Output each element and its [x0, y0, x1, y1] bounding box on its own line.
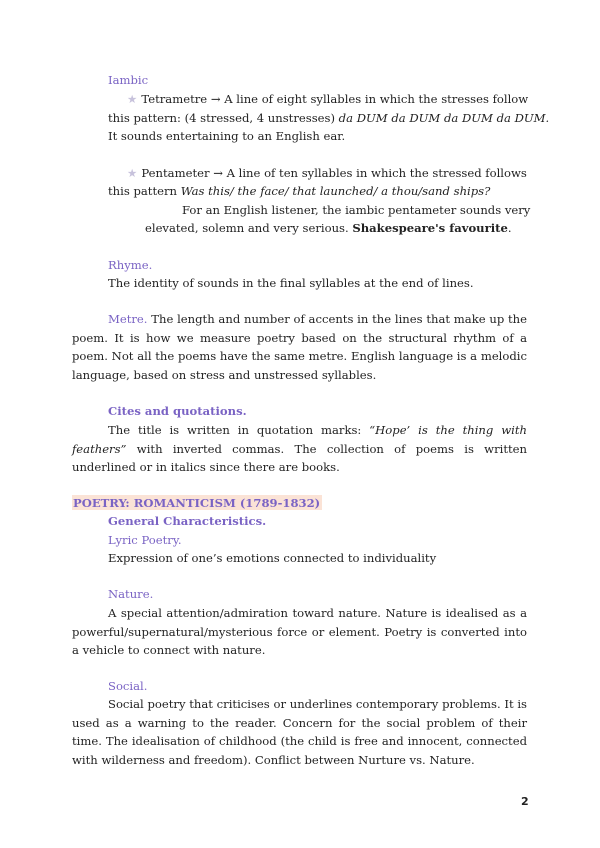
section-heading-wrap: [72, 494, 322, 513]
pentameter-line-2: [108, 182, 490, 201]
tetrameter-line-2: [108, 109, 549, 128]
metre-paragraph: [72, 310, 527, 384]
cites-heading: Cites and quotations.: [108, 404, 247, 418]
pentameter-line-3: For an English listener, the iambic pentameter sounds very: [182, 203, 531, 217]
lyric-text: Expression of one’s emotions connected to individuality: [108, 551, 437, 565]
tetrameter-line-1: [127, 90, 528, 109]
star-bullet-icon: ★: [127, 92, 138, 106]
star-bullet-icon: ★: [127, 166, 138, 180]
lyric-heading: Lyric Poetry.: [108, 533, 182, 547]
pentameter-example: Was this/ the face/ that launched/ a thou/sand ships?: [180, 184, 491, 198]
tetrameter-line-3: It sounds entertaining to an English ear.: [108, 129, 346, 143]
tetrameter-pattern: da DUM da DUM da DUM da DUM.: [338, 111, 550, 125]
cites-quote: “Hope’ is the thing with feathers”: [72, 423, 527, 456]
cites-paragraph: [72, 421, 527, 477]
pentameter-text-1: Pentameter → A line of ten syllables in which the stressed follows: [141, 166, 527, 180]
pentameter-text-4: elevated, solemn and very serious.: [145, 221, 353, 235]
cites-text-b: with inverted commas. The collection of poems is written underlined or in italics since there are books.: [72, 441, 527, 475]
general-characteristics-heading: General Characteristics.: [108, 514, 267, 528]
tetrameter-text-1: Tetrametre → A line of eight syllables in which the stresses follow: [141, 92, 529, 106]
romanticism-heading: POETRY: ROMANTICISM (1789-1832): [73, 496, 321, 510]
rhyme-text: The identity of sounds in the final syllables at the end of lines.: [108, 276, 474, 290]
nature-heading: Nature.: [108, 587, 154, 601]
pentameter-period: .: [507, 221, 512, 235]
metre-heading: Metre.: [108, 312, 148, 326]
tetrameter-text-2: this pattern: (4 stressed, 4 unstresses): [108, 111, 339, 125]
social-text: Social poetry that criticises or underlines contemporary problems. It is used as a warning to the reader. Concern for the social problem of their time. The idealisation of childhood (the child is free and innocent, connected with wilderness and freedom). Conflict between Nurture vs. Nature.: [72, 697, 527, 767]
iambic-heading: Iambic: [108, 73, 149, 87]
rhyme-heading: Rhyme.: [108, 258, 153, 272]
pentameter-text-2: this pattern: [108, 184, 181, 198]
cites-text-a: The title is written in quotation marks:: [108, 423, 370, 437]
page-number: 2: [521, 795, 529, 808]
pentameter-line-4: [145, 219, 512, 238]
social-heading: Social.: [108, 679, 148, 693]
shakespeare-favourite: Shakespeare's favourite: [352, 221, 508, 235]
nature-text: A special attention/admiration toward nature. Nature is idealised as a powerful/supernatural/mysterious force or element. Poetry is converted into a vehicle to connect with nature.: [72, 606, 527, 658]
metre-text: The length and number of accents in the lines that make up the poem. It is how we measure poetry based on the structural rhythm of a poem. Not all the poems have the same metre. English language is a melodic language, based on stress and unstressed syllables.: [72, 312, 527, 382]
pentameter-line-1: [127, 164, 527, 183]
